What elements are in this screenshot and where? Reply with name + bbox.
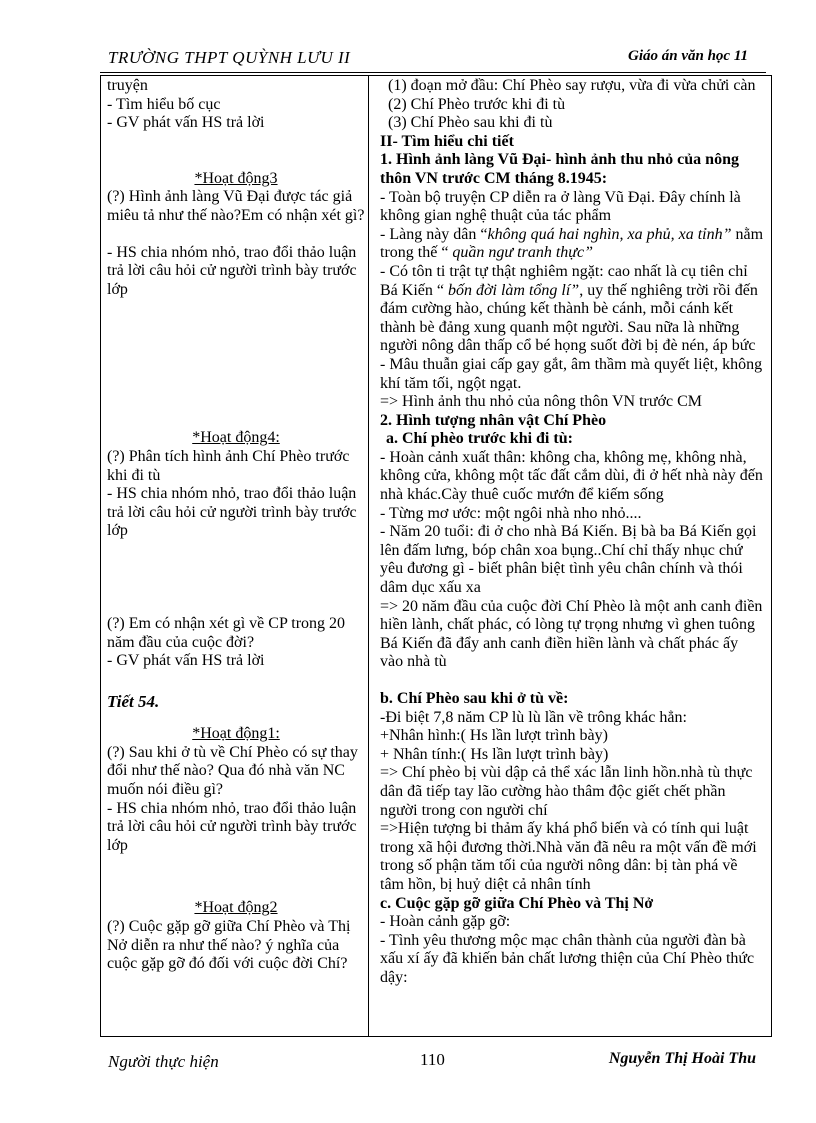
conclusion: => Chí phèo bị vùi dập cả thể xác lẫn linh hồn.nhà tù thực dân đã tiếp tay lão cường hào thâm độc giết chết phần người trong con người chí — [380, 764, 753, 819]
left-text: - HS chia nhóm nhỏ, trao đổi thảo luận trả lời câu hỏi cử người trình bày trước lớp — [107, 799, 357, 854]
right-text: - Hoàn cảnh gặp gỡ: — [380, 913, 511, 931]
right-text: (1) đoạn mở đầu: Chí Phèo say rượu, vừa đi vừa chửi càn — [388, 77, 756, 94]
left-text: - HS chia nhóm nhỏ, trao đổi thảo luận trả lời câu hỏi cử người trình bày trước lớp — [107, 485, 357, 540]
right-text: - Làng này dân “không quá hai nghìn, xa phủ, xa tỉnh” nằm trong thế “ quần ngư tranh thực” — [380, 225, 764, 262]
left-text: - GV phát vấn HS trả lời — [107, 114, 265, 132]
conclusion: => Hình ảnh thu nhỏ của nông thôn VN trước CM — [380, 393, 702, 411]
page-number: 110 — [420, 1050, 445, 1069]
content-column — [380, 77, 765, 988]
question: (?) Cuộc gặp gỡ giữa Chí Phèo và Thị Nở diễn ra như thế nào? ý nghĩa của cuộc gặp gỡ đó đối với cuộc đời Chí? — [107, 918, 351, 973]
activity-heading-2: *Hoạt động2 — [194, 899, 278, 917]
question: (?) Sau khi ở tù về Chí Phèo có sự thay đổi như thế nào? Qua đó nhà văn NC muốn nói điều gì? — [107, 743, 358, 799]
question: (?) Em có nhận xét gì về CP trong 20 năm đầu của cuộc đời? — [107, 614, 346, 651]
left-text: - GV phát vấn HS trả lời — [107, 652, 265, 670]
activity-heading-1: *Hoạt động1: — [192, 725, 280, 743]
right-text: +Nhân hình:( Hs lần lượt trình bày) — [380, 727, 608, 745]
left-text: truyện — [107, 77, 148, 94]
right-text: - Năm 20 tuổi: đi ở cho nhà Bá Kiến. Bị bà ba Bá Kiến gọi lên đấm lưng, bóp chân xoa bụng..Chí chỉ thấy nhục chứ yêu đương gì - biết phân biệt tình yêu chân chính và thói dâm dục xấu xa — [380, 523, 757, 597]
question: (?) Hình ảnh làng Vũ Đại được tác giả miêu tả như thế nào?Em có nhận xét gì? — [107, 188, 365, 224]
column-divider — [368, 75, 369, 1037]
item-heading: a. Chí phèo trước khi đi tù: — [386, 430, 573, 448]
activity-heading-3: *Hoạt động3 — [194, 169, 278, 187]
activity-heading-4: *Hoạt động4: — [192, 429, 280, 447]
right-text: (2) Chí Phèo trước khi đi tù — [388, 95, 566, 113]
right-text: - Từng mơ ước: một ngôi nhà nho nhỏ.... — [380, 504, 642, 522]
section-heading: II- Tìm hiểu chi tiết — [380, 132, 514, 150]
left-text: - Tìm hiểu bố cục — [107, 95, 221, 113]
subsection-heading: 2. Hình tượng nhân vật Chí Phèo — [380, 411, 607, 429]
item-heading: b. Chí Phèo sau khi ở tù về: — [380, 690, 569, 707]
right-text: -Đi biệt 7,8 năm CP lù lù lần về trông khác hẳn: — [380, 708, 687, 726]
right-text: - Có tôn ti trật tự thật nghiêm ngặt: cao nhất là cụ tiên chỉ Bá Kiến “ bốn đời làm tổng lí”, uy thế nghiêng trời rồi đến đám cường hào, chúng kết thành bè cánh, mỗi cánh kết thành bè đảng xung quanh một người. Sau nữa là những người nông dân thấp cổ bé họng suốt đời bị đè nén, áp bức — [380, 262, 758, 355]
lesson-number: Tiết 54. — [107, 691, 160, 711]
item-heading: c. Cuộc gặp gỡ giữa Chí Phèo và Thị Nở — [380, 894, 654, 912]
right-text: + Nhân tính:( Hs lần lượt trình bày) — [380, 745, 609, 763]
right-text: - Tình yêu thương mộc mạc chân thành của người đàn bà xấu xí ấy đã khiến bản chất lương thiện của Chí Phèo thức dậy: — [380, 931, 755, 986]
activities-column — [107, 77, 365, 974]
left-text: - HS chia nhóm nhỏ, trao đổi thảo luận trả lời câu hỏi cử người trình bày trước lớp — [107, 243, 357, 298]
conclusion: => 20 năm đầu của cuộc đời Chí Phèo là một anh canh điền hiền lành, chất phác, có lòng tự trọng nhưng vì ghen tuông Bá Kiến đã đẩy anh canh điền hiền lành và chất phác ấy vào nhà tù — [380, 597, 763, 671]
question: (?) Phân tích hình ảnh Chí Phèo trước khi đi tù — [107, 447, 350, 484]
right-text: - Toàn bộ truyện CP diễn ra ở làng Vũ Đại. Đây chính là không gian nghệ thuật của tác phẩm — [380, 188, 741, 225]
author-name: Nguyễn Thị Hoài Thu — [608, 1050, 756, 1067]
right-text: (3) Chí Phèo sau khi đi tù — [388, 114, 553, 132]
footer-performer-label: Người thực hiện — [108, 1052, 219, 1071]
subsection-heading: 1. Hình ảnh làng Vũ Đại- hình ảnh thu nhỏ của nông thôn VN trước CM tháng 8.1945: — [380, 151, 739, 187]
document-title: Giáo án văn học 11 — [627, 48, 748, 64]
right-text: - Hoàn cảnh xuất thân: không cha, không mẹ, không nhà, không cửa, không một tấc đất cắm dùi, đi ở hết nhà này đến nhà khác.Cày thuê cuốc mướn để kiếm sống — [380, 448, 763, 504]
conclusion: =>Hiện tượng bi thảm ấy khá phổ biến và có tính qui luật trong xã hội đương thời.Nhà văn đã nêu ra một vấn đề mới trong số phận tăm tối của người nông dân: bị tàn phá về tâm hồn, bị huỷ diệt cả nhân tính — [380, 820, 757, 893]
header-rule — [100, 72, 766, 73]
school-name: TRƯỜNG THPT QUỲNH LƯU II — [108, 48, 351, 67]
right-text: - Mâu thuẫn giai cấp gay gắt, âm thầm mà quyết liệt, không khí tăm tối, ngột ngạt. — [380, 355, 763, 392]
